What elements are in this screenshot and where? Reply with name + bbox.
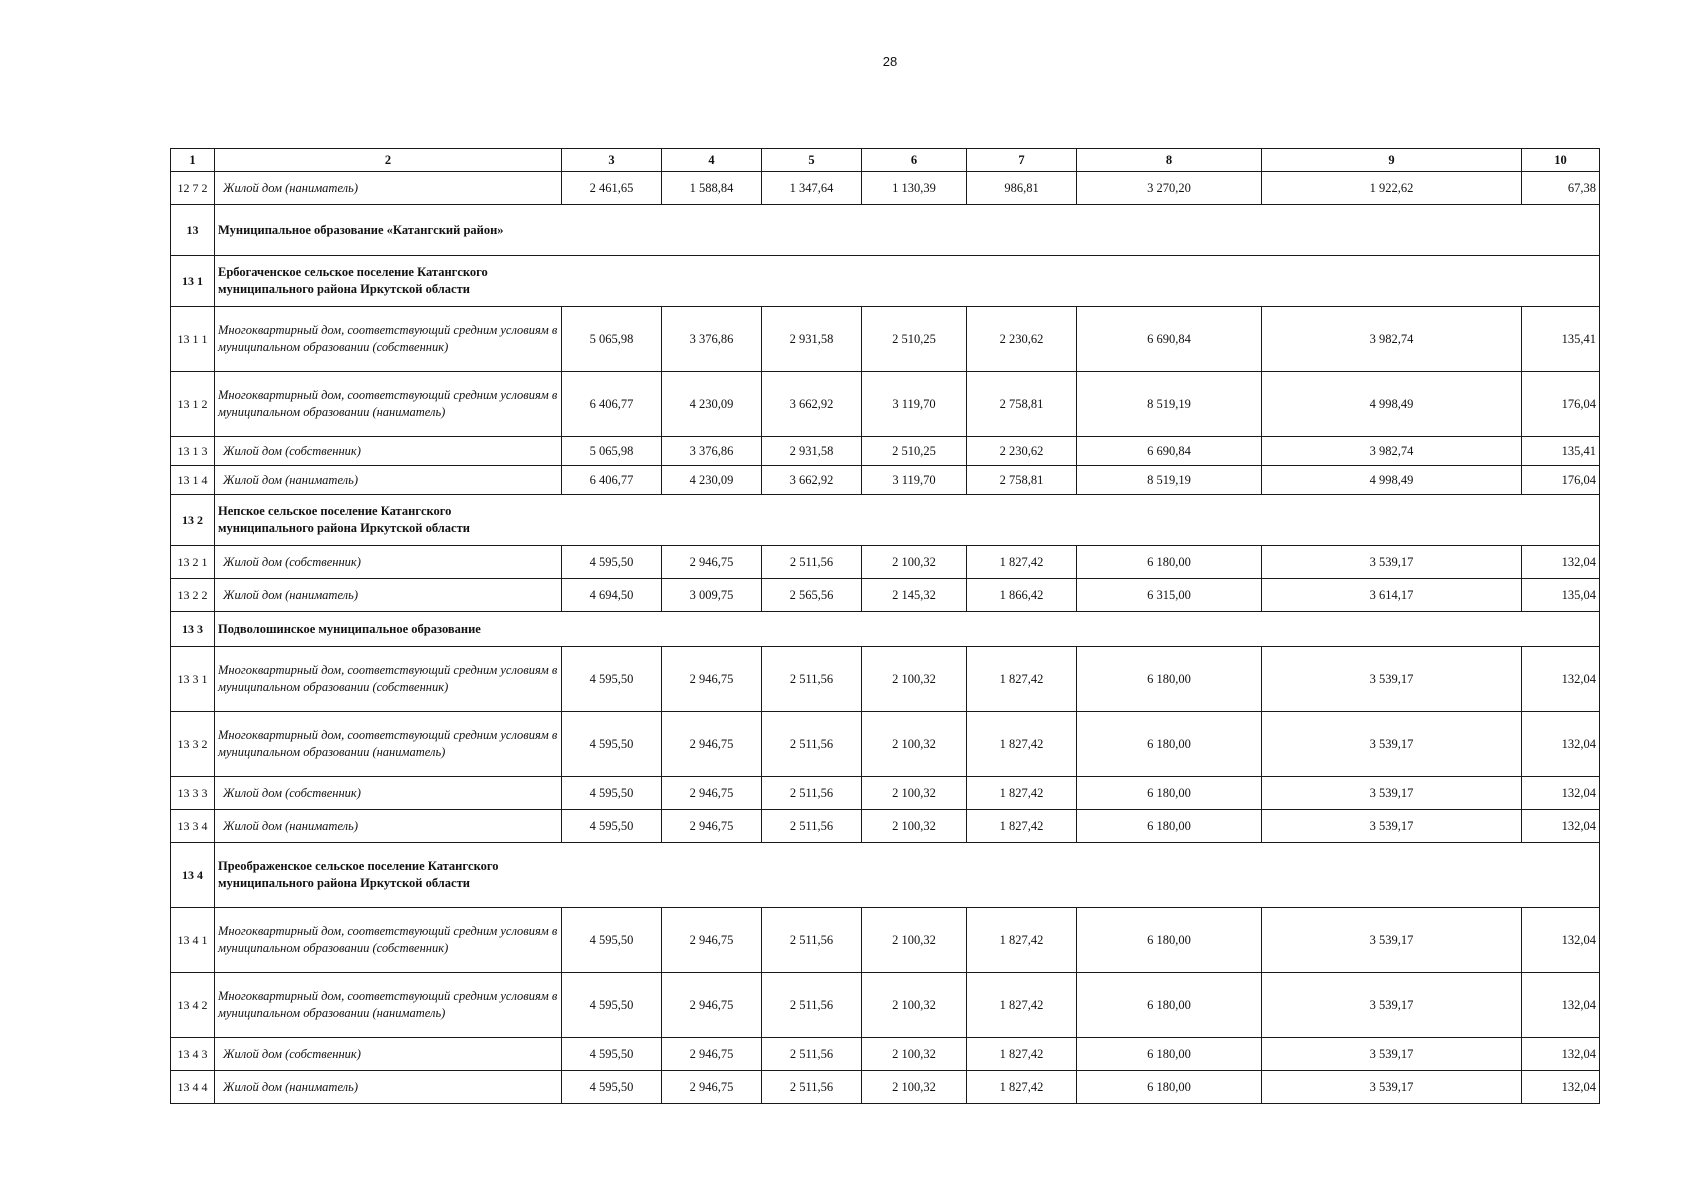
value-cell: 6 180,00	[1077, 712, 1262, 777]
value-cell: 2 230,62	[967, 307, 1077, 372]
section-title: Подволошинское муниципальное образование	[215, 612, 1600, 647]
section-row	[171, 495, 1600, 546]
value-cell: 6 180,00	[1077, 546, 1262, 579]
row-code: 13 1 3	[171, 437, 215, 466]
value-cell: 2 145,32	[862, 579, 967, 612]
value-cell: 3 539,17	[1262, 908, 1522, 973]
value-cell: 4 230,09	[662, 466, 762, 495]
value-cell: 132,04	[1522, 1038, 1600, 1071]
value-cell: 1 922,62	[1262, 172, 1522, 205]
row-description: Многоквартирный дом, соответствующий средним условиям в муниципальном образовании (наниматель)	[215, 973, 562, 1038]
value-cell: 2 511,56	[762, 777, 862, 810]
value-cell: 1 866,42	[967, 579, 1077, 612]
row-code: 13 2 2	[171, 579, 215, 612]
section-title: Преображенское сельское поселение Катангского муниципального района Иркутской области	[215, 843, 1600, 908]
row-description: Жилой дом (собственник)	[215, 777, 562, 810]
value-cell: 2 461,65	[562, 172, 662, 205]
section-row	[171, 205, 1600, 256]
value-cell: 1 827,42	[967, 546, 1077, 579]
section-title: Ербогаченское сельское поселение Катангского муниципального района Иркутской области	[215, 256, 1600, 307]
value-cell: 2 511,56	[762, 712, 862, 777]
column-header: 6	[862, 149, 967, 172]
row-description: Многоквартирный дом, соответствующий средним условиям в муниципальном образовании (собственник)	[215, 307, 562, 372]
value-cell: 3 539,17	[1262, 777, 1522, 810]
column-header: 7	[967, 149, 1077, 172]
value-cell: 6 315,00	[1077, 579, 1262, 612]
row-description: Жилой дом (наниматель)	[215, 810, 562, 843]
value-cell: 3 539,17	[1262, 712, 1522, 777]
value-cell: 4 595,50	[562, 777, 662, 810]
row-code: 13 3	[171, 612, 215, 647]
value-cell: 3 662,92	[762, 372, 862, 437]
value-cell: 2 100,32	[862, 908, 967, 973]
row-code: 13 4	[171, 843, 215, 908]
value-cell: 2 931,58	[762, 437, 862, 466]
value-cell: 2 100,32	[862, 810, 967, 843]
row-code: 13 1 1	[171, 307, 215, 372]
value-cell: 4 595,50	[562, 1038, 662, 1071]
value-cell: 3 614,17	[1262, 579, 1522, 612]
section-title: Муниципальное образование «Катангский район»	[215, 205, 1600, 256]
value-cell: 6 180,00	[1077, 810, 1262, 843]
column-header: 5	[762, 149, 862, 172]
value-cell: 6 180,00	[1077, 1071, 1262, 1104]
value-cell: 1 827,42	[967, 1071, 1077, 1104]
section-row	[171, 256, 1600, 307]
value-cell: 1 827,42	[967, 647, 1077, 712]
value-cell: 1 827,42	[967, 1038, 1077, 1071]
table-row	[171, 1038, 1600, 1071]
value-cell: 4 595,50	[562, 712, 662, 777]
value-cell: 2 946,75	[662, 1038, 762, 1071]
table-row	[171, 777, 1600, 810]
value-cell: 132,04	[1522, 973, 1600, 1038]
value-cell: 2 946,75	[662, 546, 762, 579]
row-description: Многоквартирный дом, соответствующий средним условиям в муниципальном образовании (собственник)	[215, 647, 562, 712]
table-row	[171, 973, 1600, 1038]
value-cell: 1 827,42	[967, 777, 1077, 810]
value-cell: 3 119,70	[862, 466, 967, 495]
value-cell: 2 100,32	[862, 973, 967, 1038]
row-description: Жилой дом (собственник)	[215, 546, 562, 579]
value-cell: 3 539,17	[1262, 1071, 1522, 1104]
value-cell: 2 100,32	[862, 712, 967, 777]
value-cell: 3 539,17	[1262, 546, 1522, 579]
value-cell: 2 100,32	[862, 777, 967, 810]
value-cell: 2 510,25	[862, 307, 967, 372]
value-cell: 132,04	[1522, 647, 1600, 712]
value-cell: 4 595,50	[562, 546, 662, 579]
value-cell: 2 946,75	[662, 908, 762, 973]
value-cell: 4 595,50	[562, 647, 662, 712]
value-cell: 132,04	[1522, 546, 1600, 579]
value-cell: 2 946,75	[662, 777, 762, 810]
value-cell: 5 065,98	[562, 307, 662, 372]
value-cell: 3 376,86	[662, 437, 762, 466]
row-description: Жилой дом (наниматель)	[215, 579, 562, 612]
table-row	[171, 172, 1600, 205]
table-row	[171, 437, 1600, 466]
value-cell: 2 511,56	[762, 647, 862, 712]
value-cell: 1 827,42	[967, 810, 1077, 843]
table-row	[171, 546, 1600, 579]
table-row	[171, 1071, 1600, 1104]
row-description: Жилой дом (наниматель)	[215, 466, 562, 495]
value-cell: 2 100,32	[862, 546, 967, 579]
value-cell: 3 539,17	[1262, 1038, 1522, 1071]
row-description: Жилой дом (собственник)	[215, 437, 562, 466]
section-row	[171, 612, 1600, 647]
value-cell: 132,04	[1522, 908, 1600, 973]
table-row	[171, 810, 1600, 843]
value-cell: 2 946,75	[662, 712, 762, 777]
value-cell: 2 931,58	[762, 307, 862, 372]
value-cell: 6 406,77	[562, 466, 662, 495]
value-cell: 67,38	[1522, 172, 1600, 205]
row-description: Многоквартирный дом, соответствующий средним условиям в муниципальном образовании (собственник)	[215, 908, 562, 973]
value-cell: 3 376,86	[662, 307, 762, 372]
row-code: 13 4 1	[171, 908, 215, 973]
value-cell: 8 519,19	[1077, 466, 1262, 495]
column-header-row	[171, 149, 1600, 172]
value-cell: 4 595,50	[562, 973, 662, 1038]
column-header: 9	[1262, 149, 1522, 172]
value-cell: 2 758,81	[967, 466, 1077, 495]
table-row	[171, 647, 1600, 712]
row-code: 13 4 2	[171, 973, 215, 1038]
value-cell: 2 946,75	[662, 1071, 762, 1104]
value-cell: 2 758,81	[967, 372, 1077, 437]
row-description: Жилой дом (наниматель)	[215, 1071, 562, 1104]
value-cell: 1 827,42	[967, 973, 1077, 1038]
value-cell: 2 946,75	[662, 810, 762, 843]
value-cell: 176,04	[1522, 466, 1600, 495]
table-body	[171, 172, 1600, 1104]
page-number: 28	[882, 54, 898, 69]
value-cell: 3 119,70	[862, 372, 967, 437]
value-cell: 6 690,84	[1077, 307, 1262, 372]
value-cell: 135,41	[1522, 437, 1600, 466]
value-cell: 2 511,56	[762, 1071, 862, 1104]
value-cell: 3 009,75	[662, 579, 762, 612]
table-row	[171, 307, 1600, 372]
column-header: 4	[662, 149, 762, 172]
row-code: 12 7 2	[171, 172, 215, 205]
value-cell: 6 180,00	[1077, 973, 1262, 1038]
value-cell: 3 539,17	[1262, 973, 1522, 1038]
table-row	[171, 372, 1600, 437]
value-cell: 1 130,39	[862, 172, 967, 205]
value-cell: 2 946,75	[662, 973, 762, 1038]
value-cell: 176,04	[1522, 372, 1600, 437]
value-cell: 2 946,75	[662, 647, 762, 712]
value-cell: 2 511,56	[762, 973, 862, 1038]
value-cell: 3 270,20	[1077, 172, 1262, 205]
row-code: 13 1 2	[171, 372, 215, 437]
value-cell: 2 100,32	[862, 1038, 967, 1071]
row-code: 13 4 3	[171, 1038, 215, 1071]
value-cell: 3 539,17	[1262, 647, 1522, 712]
table-row	[171, 466, 1600, 495]
row-code: 13 3 2	[171, 712, 215, 777]
row-code: 13 2	[171, 495, 215, 546]
row-code: 13	[171, 205, 215, 256]
row-code: 13 3 3	[171, 777, 215, 810]
value-cell: 6 180,00	[1077, 1038, 1262, 1071]
value-cell: 1 827,42	[967, 908, 1077, 973]
row-code: 13 1	[171, 256, 215, 307]
row-code: 13 3 1	[171, 647, 215, 712]
row-description: Многоквартирный дом, соответствующий средним условиям в муниципальном образовании (наниматель)	[215, 372, 562, 437]
table-row	[171, 579, 1600, 612]
value-cell: 986,81	[967, 172, 1077, 205]
tariff-table	[170, 148, 1600, 1104]
row-code: 13 2 1	[171, 546, 215, 579]
value-cell: 1 827,42	[967, 712, 1077, 777]
value-cell: 2 100,32	[862, 1071, 967, 1104]
table-row	[171, 712, 1600, 777]
value-cell: 4 230,09	[662, 372, 762, 437]
column-header: 10	[1522, 149, 1600, 172]
value-cell: 2 230,62	[967, 437, 1077, 466]
value-cell: 1 588,84	[662, 172, 762, 205]
value-cell: 2 510,25	[862, 437, 967, 466]
value-cell: 8 519,19	[1077, 372, 1262, 437]
row-code: 13 4 4	[171, 1071, 215, 1104]
value-cell: 6 690,84	[1077, 437, 1262, 466]
value-cell: 6 180,00	[1077, 647, 1262, 712]
column-header: 8	[1077, 149, 1262, 172]
value-cell: 2 565,56	[762, 579, 862, 612]
value-cell: 4 998,49	[1262, 466, 1522, 495]
table-row	[171, 908, 1600, 973]
value-cell: 3 982,74	[1262, 437, 1522, 466]
value-cell: 135,41	[1522, 307, 1600, 372]
column-header: 3	[562, 149, 662, 172]
value-cell: 4 595,50	[562, 810, 662, 843]
value-cell: 132,04	[1522, 777, 1600, 810]
row-code: 13 3 4	[171, 810, 215, 843]
value-cell: 6 406,77	[562, 372, 662, 437]
value-cell: 4 998,49	[1262, 372, 1522, 437]
row-description: Жилой дом (собственник)	[215, 1038, 562, 1071]
value-cell: 2 100,32	[862, 647, 967, 712]
value-cell: 6 180,00	[1077, 777, 1262, 810]
value-cell: 2 511,56	[762, 908, 862, 973]
row-code: 13 1 4	[171, 466, 215, 495]
value-cell: 4 694,50	[562, 579, 662, 612]
value-cell: 1 347,64	[762, 172, 862, 205]
row-description: Многоквартирный дом, соответствующий средним условиям в муниципальном образовании (наниматель)	[215, 712, 562, 777]
value-cell: 132,04	[1522, 712, 1600, 777]
value-cell: 132,04	[1522, 810, 1600, 843]
column-header: 2	[215, 149, 562, 172]
section-title: Непское сельское поселение Катангского муниципального района Иркутской области	[215, 495, 1600, 546]
value-cell: 4 595,50	[562, 908, 662, 973]
row-description: Жилой дом (наниматель)	[215, 172, 562, 205]
value-cell: 3 982,74	[1262, 307, 1522, 372]
value-cell: 135,04	[1522, 579, 1600, 612]
section-row	[171, 843, 1600, 908]
value-cell: 2 511,56	[762, 1038, 862, 1071]
value-cell: 3 539,17	[1262, 810, 1522, 843]
value-cell: 4 595,50	[562, 1071, 662, 1104]
value-cell: 6 180,00	[1077, 908, 1262, 973]
column-header: 1	[171, 149, 215, 172]
value-cell: 5 065,98	[562, 437, 662, 466]
value-cell: 3 662,92	[762, 466, 862, 495]
value-cell: 2 511,56	[762, 810, 862, 843]
value-cell: 132,04	[1522, 1071, 1600, 1104]
value-cell: 2 511,56	[762, 546, 862, 579]
